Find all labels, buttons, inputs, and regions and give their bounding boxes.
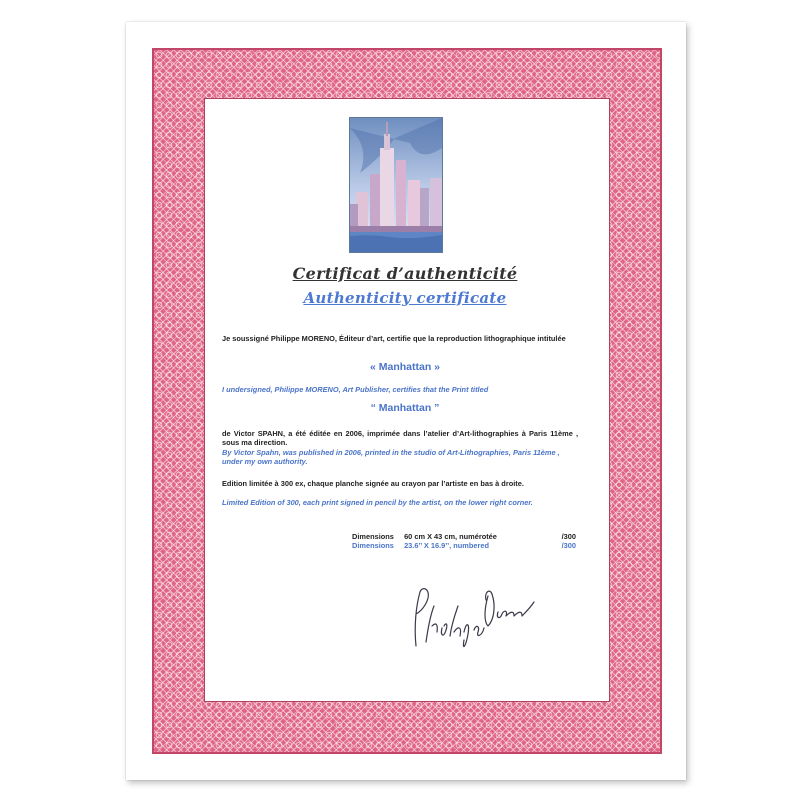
artwork-title-en: “ Manhattan ” <box>370 402 440 414</box>
dimensions-row-en <box>352 541 576 550</box>
artwork-title-fr: « Manhattan » <box>369 361 440 373</box>
edition-number: /300 <box>561 541 576 550</box>
intro-text-en: I undersigned, Philippe MORENO, Art Publisher, certifies that the Print titled <box>222 385 489 394</box>
publication-text-fr: de Victor SPAHN, a été éditée en 2006, imprimée dans l’atelier d’Art-lithographies à Paris 11ème , sous ma direction. <box>222 429 578 447</box>
artwork-thumbnail <box>349 117 443 253</box>
dimensions-value: 23.6’’ X 16.9’’, numbered <box>404 541 489 550</box>
publisher-signature <box>404 566 544 658</box>
certificate-title-en: Authenticity certificate <box>303 289 507 307</box>
edition-text-en: Limited Edition of 300, each print signed in pencil by the artist, on the lower right corner. <box>222 498 533 507</box>
edition-text-fr: Edition limitée à 300 ex, chaque planche signée au crayon par l’artiste en bas à droite. <box>222 479 524 488</box>
dimensions-value: 60 cm X 43 cm, numérotée <box>404 532 497 541</box>
intro-text-fr: Je soussigné Philippe MORENO, Éditeur d’art, certifie que la reproduction lithographique intitulée <box>222 334 566 343</box>
dimensions-label: Dimensions <box>352 532 394 541</box>
publication-text-en: By Victor Spahn, was published in 2006, printed in the studio of Art-Lithographies, Paris 11ème , under my own authority. <box>222 448 560 466</box>
certificate-title-fr: Certificat d’authenticité <box>292 264 518 283</box>
edition-number: /300 <box>561 532 576 541</box>
dimensions-row-fr <box>352 532 576 541</box>
dimensions-label: Dimensions <box>352 541 394 550</box>
